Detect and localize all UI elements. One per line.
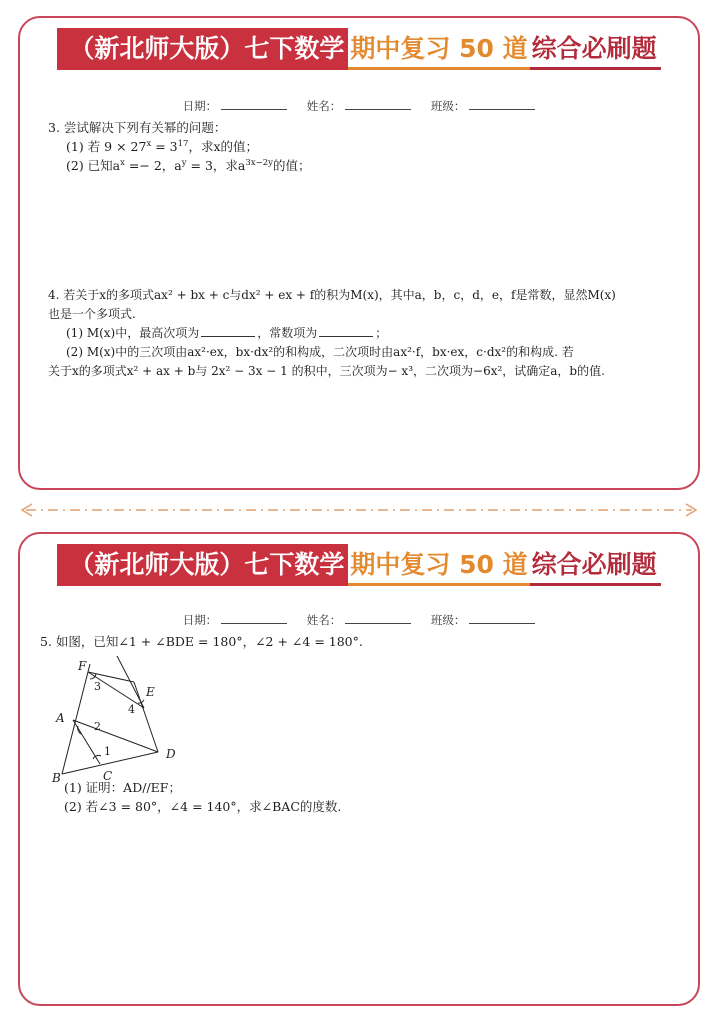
class-line — [469, 99, 535, 110]
class-line — [469, 613, 535, 624]
question-4 — [48, 286, 616, 381]
info-row — [20, 98, 698, 114]
title-part1: （新北师大版）七下数学 — [57, 28, 348, 70]
label-angle-2: 2 — [94, 720, 101, 733]
worksheet-card-1 — [18, 16, 700, 490]
date-field[interactable] — [183, 612, 288, 628]
date-label: 日期： — [182, 613, 218, 627]
line-top — [116, 656, 144, 708]
geometry-figure — [48, 656, 198, 782]
class-field[interactable] — [431, 612, 536, 628]
worksheet-card-2 — [18, 532, 700, 1006]
name-line — [345, 613, 411, 624]
label-E: E — [146, 685, 155, 699]
info-row-2 — [20, 612, 698, 628]
label-D: D — [166, 747, 176, 761]
title-part3: 综合必刷题 — [530, 31, 661, 70]
q4-part2-line1: (2) M(x)中的三次项由ax²·ex，bx·dx²的和构成，二次项时由ax²·f，bx·ex，c·dx²的和构成. 若 — [66, 345, 574, 359]
class-field[interactable] — [431, 98, 536, 114]
label-angle-1: 1 — [104, 745, 111, 758]
question-3 — [48, 118, 310, 175]
title-part3: 综合必刷题 — [530, 547, 661, 586]
q5-part1: (1) 证明：AD//EF； — [64, 780, 181, 795]
class-label: 班级： — [430, 613, 466, 627]
date-line — [221, 99, 287, 110]
name-field[interactable] — [307, 98, 412, 114]
page-title — [20, 28, 698, 70]
class-label: 班级： — [430, 99, 466, 113]
q5-part2: (2) 若∠3 = 80°，∠4 = 140°，求∠BAC的度数. — [64, 799, 342, 814]
q3-part1: (1) 若 $9 \times 27^x = 3^{17}$，求x的值； — [66, 138, 258, 154]
q4-part1: (1) M(x)中，最高次项为 ，常数项为 ； — [66, 326, 388, 340]
question-5-stem: 5. 如图，已知∠1 + ∠BDE = 180°，∠2 + ∠4 = 180°. — [40, 634, 363, 649]
title-part1: （新北师大版）七下数学 — [57, 544, 348, 586]
name-line — [345, 99, 411, 110]
date-label: 日期： — [182, 99, 218, 113]
q4-line2: 也是一个多项式. — [48, 307, 136, 321]
name-label: 姓名： — [306, 99, 342, 113]
page-title-2 — [20, 544, 698, 586]
label-C: C — [103, 769, 113, 782]
date-line — [221, 613, 287, 624]
line-AD — [73, 720, 158, 752]
title-part2: 期中复习 50 道 — [348, 31, 529, 70]
q3-stem: 3. 尝试解决下列有关幂的问题： — [48, 120, 227, 135]
answer-blank-2[interactable] — [319, 326, 373, 337]
label-A: A — [56, 711, 65, 725]
name-label: 姓名： — [306, 613, 342, 627]
label-angle-3: 3 — [94, 680, 101, 693]
q3-part2: (2) 已知$a^x =- 2$，$a^y = 3$，求$a^{3x-2y}$的值； — [66, 157, 311, 173]
answer-blank-1[interactable] — [201, 326, 255, 337]
label-F: F — [78, 659, 87, 673]
q4-line1: 4. 若关于x的多项式ax² + bx + c与dx² + ex + f的积为M(x)，其中a，b，c，d，e，f是常数，显然M(x) — [48, 288, 616, 302]
q4-part2-line2: 关于x的多项式x² + ax + b与 2x² − 3x − 1 的积中，三次项为− x³，二次项为−6x²，试确定a，b的值. — [48, 364, 605, 378]
label-angle-4: 4 — [128, 703, 135, 716]
question-5-parts — [64, 778, 341, 816]
label-B: B — [52, 771, 61, 782]
title-part2: 期中复习 50 道 — [348, 547, 529, 586]
name-field[interactable] — [307, 612, 412, 628]
line-BF — [62, 664, 90, 774]
date-field[interactable] — [183, 98, 288, 114]
section-divider — [18, 500, 700, 520]
